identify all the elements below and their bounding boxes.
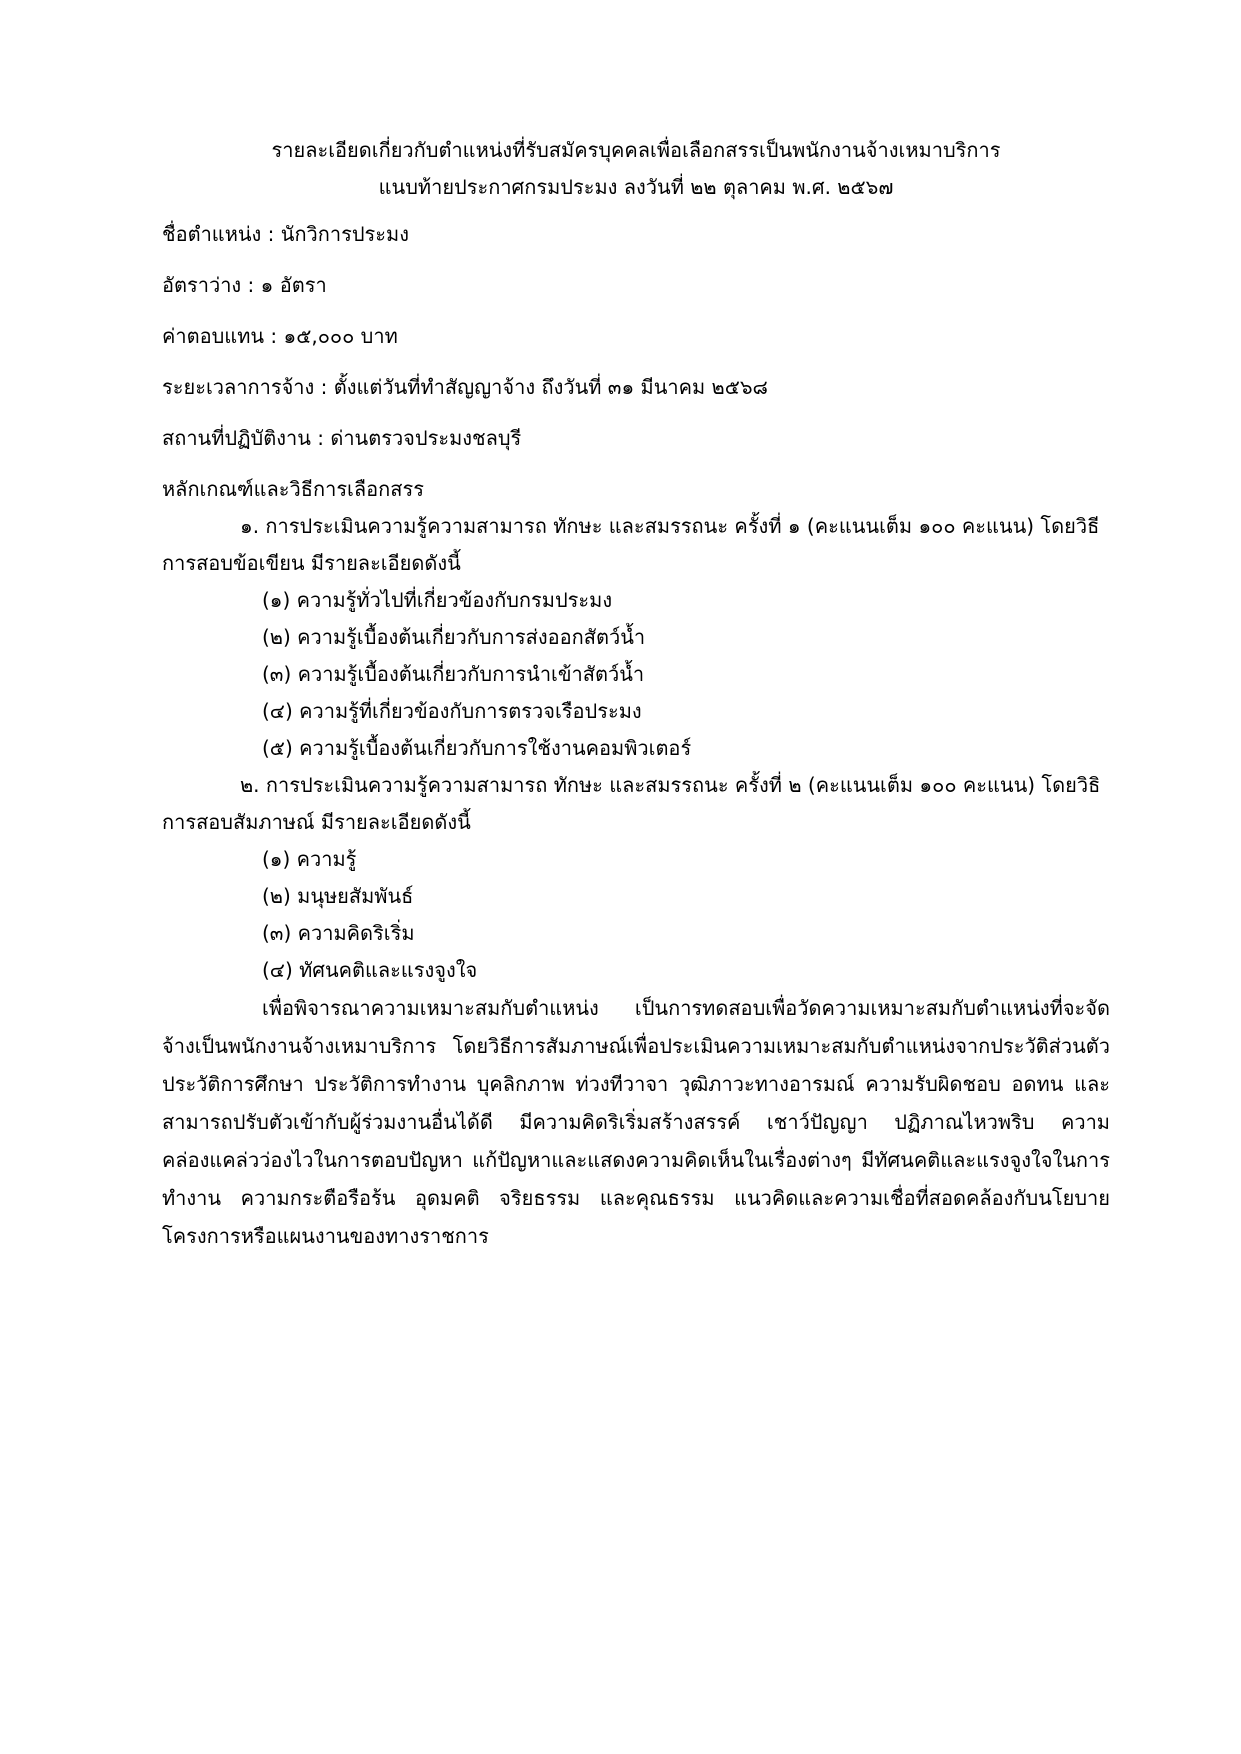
criteria-subitem: (๕) ความรู้เบื้องต้นเกี่ยวกับการใช้งานคอมพิวเตอร์ bbox=[262, 736, 692, 760]
field-location: สถานที่ปฏิบัติงาน : ด่านตรวจประมงชลบุรี bbox=[162, 426, 522, 450]
criteria-item-1-subitems bbox=[162, 582, 1110, 767]
criteria-subitem: (๒) ความรู้เบื้องต้นเกี่ยวกับการส่งออกสัตว์น้ำ bbox=[262, 625, 646, 649]
criteria-subitem: (๓) ความคิดริเริ่ม bbox=[262, 921, 415, 945]
criteria-subitem: (๒) มนุษยสัมพันธ์ bbox=[262, 884, 414, 908]
field-period: ระยะเวลาการจ้าง : ตั้งแต่วันที่ทำสัญญาจ้าง ถึงวันที่ ๓๑ มีนาคม ๒๕๖๘ bbox=[162, 375, 768, 399]
criteria-subitem: (๔) ทัศนคติและแรงจูงใจ bbox=[262, 958, 478, 982]
criteria-item-2: ๒. การประเมินความรู้ความสามารถ ทักษะ และสมรรถนะ ครั้งที่ ๒ (คะแนนเต็ม ๑๐๐ คะแนน) โดยวิธิการสอบสัมภาษณ์ มีรายละเอียดดังนี้ bbox=[162, 773, 1101, 834]
criteria-subitem: (๑) ความรู้ bbox=[262, 847, 357, 871]
criteria-item-2-subitems bbox=[162, 841, 1110, 989]
criteria-subitem: (๓) ความรู้เบื้องต้นเกี่ยวกับการนำเข้าสัตว์น้ำ bbox=[262, 662, 645, 686]
criteria-subitem: (๔) ความรู้ที่เกี่ยวข้องกับการตรวจเรือประมง bbox=[262, 699, 642, 723]
document-title-line-1: รายละเอียดเกี่ยวกับตำแหน่งที่รับสมัครบุคคลเพื่อเลือกสรรเป็นพนักงานจ้างเหมาบริการ bbox=[271, 138, 1001, 162]
document-title-line-2: แนบท้ายประกาศกรมประมง ลงวันที่ ๒๒ ตุลาคม พ.ศ. ๒๕๖๗ bbox=[378, 175, 894, 199]
criteria-item-1: ๑. การประเมินความรู้ความสามารถ ทักษะ และสมรรถนะ ครั้งที่ ๑ (คะแนนเต็ม ๑๐๐ คะแนน) โดยวิธีการสอบข้อเขียน มีรายละเอียดดังนี้ bbox=[162, 514, 1100, 575]
document-body bbox=[162, 132, 1110, 1255]
field-vacancy: อัตราว่าง : ๑ อัตรา bbox=[162, 273, 327, 297]
criteria-heading: หลักเกณฑ์และวิธีการเลือกสรร bbox=[162, 477, 424, 501]
field-position: ชื่อตำแหน่ง : นักวิการประมง bbox=[162, 222, 409, 246]
criteria-subitem: (๑) ความรู้ทั่วไปที่เกี่ยวข้องกับกรมประมง bbox=[262, 588, 613, 612]
field-salary: ค่าตอบแทน : ๑๕,๐๐๐ บาท bbox=[162, 324, 398, 348]
closing-paragraph: เพื่อพิจารณาความเหมาะสมกับตำแหน่ง เป็นการทดสอบเพื่อวัดความเหมาะสมกับตำแหน่งที่จะจัดจ้างเป็นพนักงานจ้างเหมาบริการ โดยวิธีการสัมภาษณ์เพื่อประเมินความเหมาะสมกับตำแหน่งจากประวัติส่วนตัว ประวัติการศึกษา ประวัติการทำงาน บุคลิกภาพ ท่วงทีวาจา วุฒิภาวะทางอารมณ์ ความรับผิดชอบ อดทน และสามารถปรับตัวเข้ากับผู้ร่วมงานอื่นได้ดี มีความคิดริเริ่มสร้างสรรค์ เชาว์ปัญญา ปฏิภาณไหวพริบ ความคล่องแคล่วว่องไวในการตอบปัญหา แก้ปัญหาและแสดงความคิดเห็นในเรื่องต่างๆ มีทัศนคติและแรงจูงใจในการทำงาน ความกระตือรือร้น อุดมคติ จริยธรรม และคุณธรรม แนวคิดและความเชื่อที่สอดคล้องกับนโยบายโครงการหรือแผนงานของทางราชการ bbox=[162, 996, 1110, 1248]
